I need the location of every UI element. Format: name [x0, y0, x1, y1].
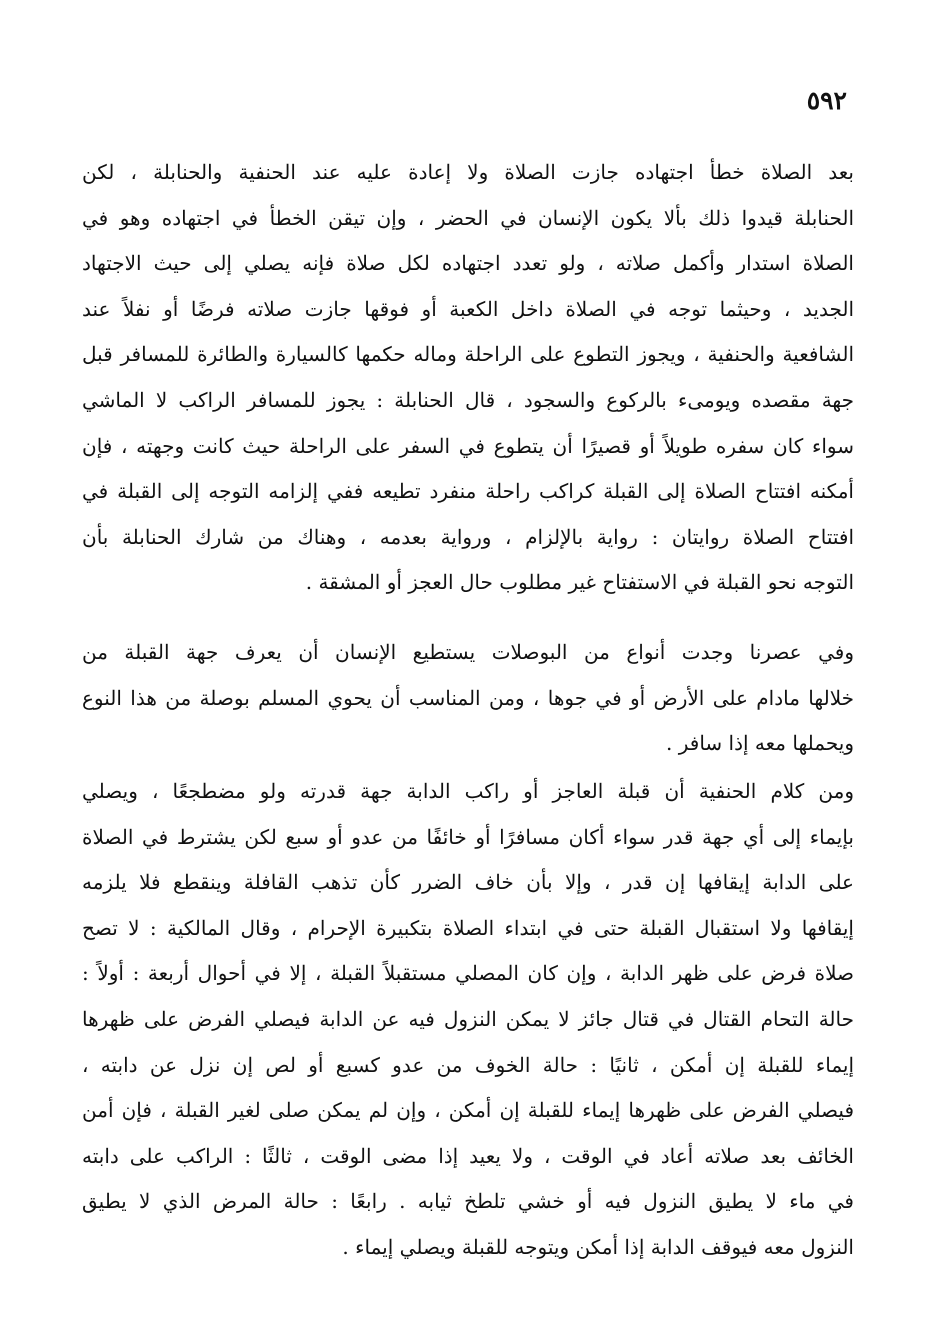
text-line: خلالها مادام على الأرض أو في جوها ، ومن المناسب أن يحوي المسلم بوصلة من هذا النوع [82, 685, 854, 710]
text-line: إيماء للقبلة إن أمكن ، ثانيًا : حالة الخوف من عدو كسبع أو لص إن نزل عن دابته ، [82, 1052, 854, 1077]
text-line: افتتاح الصلاة روايتان : رواية بالإلزام ، ورواية بعدمه ، وهناك من شارك الحنابلة بأن [82, 524, 854, 549]
text-line: الصلاة استدار وأكمل صلاته ، ولو تعدد اجتهاده لكل صلاة فإنه يصلي إلى حيث الاجتهاد [82, 251, 854, 276]
text-line: حالة التحام القتال في قتال جائز لا يمكن النزول فيه عن الدابة فيصلي الفرض على ظهرها [82, 1006, 854, 1031]
text-line: ومن كلام الحنفية أن قبلة العاجز أو راكب الدابة جهة قدرته ولو مضطجعًا ، ويصلي [82, 779, 854, 803]
text-line: بإيماء إلى أي جهة قدر سواء أكان مسافرًا أو خائفًا من عدو أو سبع لكن يشترط في الصلاة [82, 824, 854, 849]
text-line: أمكنه افتتاح الصلاة إلى القبلة كراكب راحلة منفرد تطيعه ففي إلزامه التوجه إلى القبلة في [82, 479, 854, 504]
text-line: الحنابلة قيدوا ذلك بألا يكون الإنسان في الحضر ، وإن تيقن الخطأ في اجتهاده وهو في [82, 205, 854, 230]
text-line: وفي عصرنا وجدت أنواع من البوصلات يستطيع الإنسان أن يعرف جهة القبلة من [82, 640, 854, 664]
text-line: فيصلي الفرض على ظهرها إيماء للقبلة إن أمكن ، وإن لم يمكن صلى لغير القبلة ، فإن أمن [82, 1098, 854, 1123]
paragraph-3 [82, 769, 854, 1271]
paragraph-2 [82, 630, 854, 767]
text-line: ويحملها معه إذا سافر . [666, 731, 854, 756]
text-line: بعد الصلاة خطأ اجتهاده جازت الصلاة ولا إعادة عليه عند الحنفية والحنابلة ، لكن [82, 160, 854, 184]
text-line: صلاة فرض على ظهر الدابة ، وإن كان المصلي مستقبلاً القبلة ، إلا في أحوال أربعة : أولاً : [82, 961, 854, 986]
paragraph-1 [82, 150, 854, 606]
text-line: التوجه نحو القبلة في الاستفتاح غير مطلوب حال العجز أو المشقة . [305, 570, 854, 595]
text-line: إيقافها ولا استقبال القبلة حتى في ابتداء الصلاة بتكبيرة الإحرام ، وقال المالكية : لا تصح [82, 915, 854, 940]
text-line: الخائف بعد صلاته أعاد في الوقت ، ولا يعيد إذا مضى الوقت ، ثالثًا : الراكب على دابته [82, 1143, 854, 1168]
text-line: في ماء لا يطيق النزول فيه أو خشي تلطخ ثيابه . رابعًا : حالة المرض الذي لا يطيق [82, 1189, 854, 1214]
text-line: النزول معه فيوقف الدابة إذا أمكن ويتوجه للقبلة ويصلي إيماء . [342, 1234, 854, 1259]
text-line: الجديد ، وحيثما توجه في الصلاة داخل الكعبة أو فوقها جازت صلاته فرضًا أو نفلاً عند [82, 296, 854, 321]
text-line: جهة مقصده ويومىء بالركوع والسجود ، قال الحنابلة : يجوز للمسافر الراكب لا الماشي [82, 387, 854, 412]
text-line: سواء كان سفره طويلاً أو قصيرًا أن يتطوع في السفر على الراحلة حيث كانت وجهته ، فإن [82, 433, 854, 458]
text-line: على الدابة إيقافها إن قدر ، وإلا بأن خاف الضرر كأن تذهب القافلة وينقطع فلا يلزمه [82, 870, 854, 895]
text-line: الشافعية والحنفية ، ويجوز التطوع على الراحلة وماله حكمها كالسيارة والطائرة للمسافر قبل [82, 342, 854, 367]
page-number: ٥٩٢ [806, 86, 847, 115]
